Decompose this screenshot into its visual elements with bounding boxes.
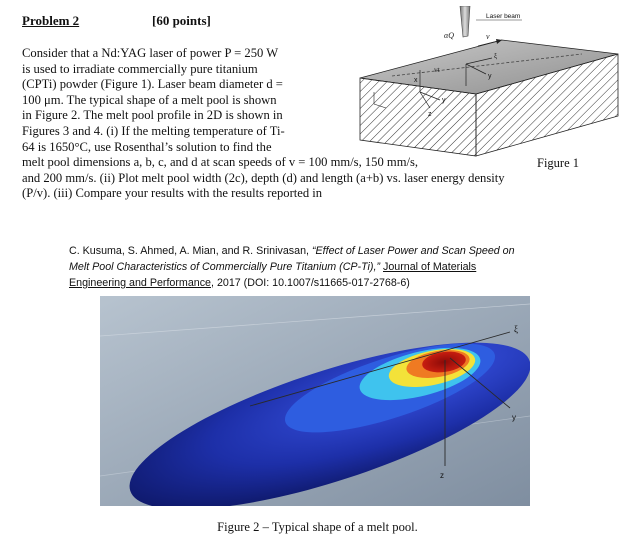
power-label: αQ: [444, 31, 454, 40]
figure-2-caption: Figure 2 – Typical shape of a melt pool.: [217, 520, 418, 534]
reference-line-2: [69, 259, 609, 275]
statement-line: 64 is 1650°C, use Rosenthal’s solution to find the: [22, 139, 272, 154]
statement-line: in Figure 2. The melt pool profile in 2D is shown in: [22, 108, 283, 123]
figure-2-melt-pool: [100, 296, 530, 506]
reference-journal-part1[interactable]: Journal of Materials: [383, 261, 477, 273]
x-axis-label: x: [414, 77, 418, 84]
reference-title-part2: Melt Pool Characteristics of Commercially Pure Titanium (CP-Ti),”: [69, 261, 381, 273]
statement-line: and 200 mm/s. (ii) Plot melt pool width (2c), depth (d) and length (a+b) vs. laser energy density: [22, 170, 505, 185]
reference-title-part1: “Effect of Laser Power and Scan Speed on: [311, 245, 515, 257]
statement-line: Figures 3 and 4. (i) If the melting temperature of Ti-: [22, 123, 285, 138]
y-axis-label: y: [442, 97, 446, 104]
statement-line: melt pool dimensions a, b, c, and d at scan speeds of v = 100 mm/s, 150 mm/s,: [22, 155, 419, 170]
reference-line-1: [69, 243, 609, 259]
statement-line: is used to irradiate commercially pure titanium: [22, 61, 258, 76]
z-axis-label: z: [428, 111, 432, 118]
velocity-label: v: [486, 32, 490, 41]
reference-line-3: [69, 275, 609, 291]
laser-beam-label: Laser beam: [486, 13, 521, 20]
reference-journal-part2[interactable]: Engineering and Performance: [69, 277, 211, 289]
reference-authors: C. Kusuma, S. Ahmed, A. Mian, and R. Srinivasan,: [69, 245, 312, 257]
fig2-y-label: y: [512, 413, 516, 422]
problem-title: Problem 2: [22, 13, 80, 28]
statement-line: Consider that a Nd:YAG laser of power P = 250 W: [22, 46, 279, 60]
vt-label: vt: [434, 65, 440, 74]
statement-line: 100 μm. The typical shape of a melt pool is shown: [22, 92, 277, 107]
y2-axis-label: y: [488, 73, 492, 80]
figure-1-laser-block: [352, 6, 620, 171]
statement-line: (P/v). (iii) Compare your results with the results reported in: [22, 186, 323, 201]
problem-points: [60 points]: [152, 13, 211, 28]
fig2-z-label: z: [440, 471, 444, 480]
reference-citation: [69, 243, 609, 291]
figure-1-caption: Figure 1: [537, 156, 580, 170]
laser-beam: [460, 6, 470, 37]
xi-axis-label: ξ: [494, 52, 498, 60]
reference-doi: , 2017 (DOI: 10.1007/s11665-017-2768-6): [211, 277, 410, 289]
statement-line: (CPTi) powder (Figure 1). Laser beam diameter d =: [22, 77, 283, 92]
fig2-xi-label: ξ: [514, 324, 519, 334]
